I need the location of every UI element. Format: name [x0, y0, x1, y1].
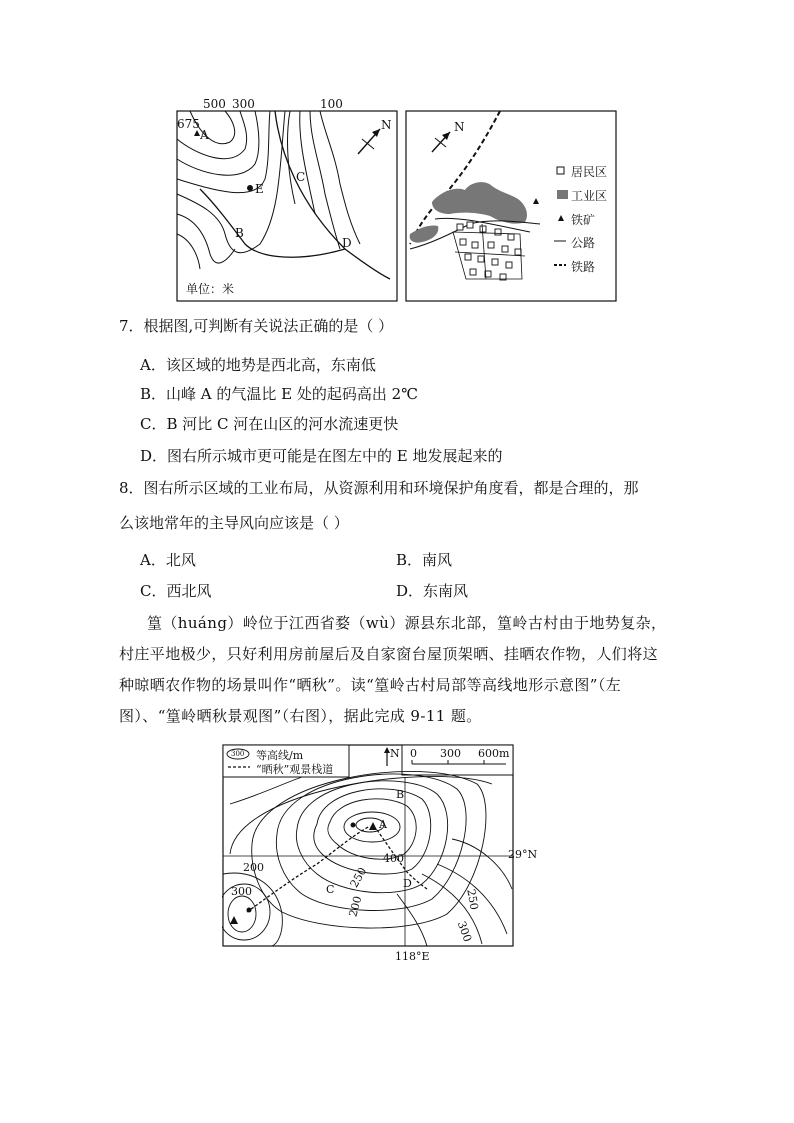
question-7-option-c: C．B 河比 C 河在山区的河水流速更快 — [140, 415, 399, 433]
industrial-area — [432, 182, 527, 224]
point-d-fig2: D — [403, 877, 412, 890]
question-8-option-a: A．北风 — [140, 551, 196, 569]
industrial-legend-icon — [557, 190, 568, 199]
question-7-option-b: B．山峰 A 的气温比 E 处的起码高出 2℃ — [140, 385, 418, 403]
north-label-fig2: N — [390, 747, 400, 760]
lon-label: 118°E — [395, 950, 430, 963]
passage-line-2: 村庄平地极少，只好利用房前屋后及自家窗台屋顶架晒、挂晒农作物，人们将这 — [119, 645, 659, 663]
passage-line-1: 篁（huáng）岭位于江西省婺（wù）源县东北部，篁岭古村由于地势复杂， — [147, 614, 667, 632]
point-b-label: B — [235, 226, 244, 240]
unit-label: 单位：米 — [186, 282, 235, 296]
legend-iron-ore: 铁矿 — [571, 213, 596, 227]
legend-railway: 铁路 — [571, 260, 596, 274]
legend-road: 公路 — [571, 236, 596, 250]
point-d-label: D — [342, 236, 352, 250]
contour-label-200-b: 200 — [346, 894, 365, 919]
contour-label-300-b: 300 — [454, 919, 475, 944]
peak-elevation-label: 675 — [177, 117, 200, 131]
north-arrow-icon-right — [432, 132, 450, 152]
point-c-fig2: C — [326, 883, 335, 896]
legend-residential: 居民区 — [571, 165, 608, 179]
iron-ore-legend-icon — [558, 215, 564, 221]
scale-label-300: 300 — [440, 747, 461, 760]
question-8-stem-line2: 么该地常年的主导风向应该是（ ） — [119, 514, 349, 532]
scale-label-0: 0 — [410, 747, 417, 760]
question-7-option-a: A．该区域的地势是西北高，东南低 — [140, 356, 376, 374]
question-8-option-b: B．南风 — [396, 551, 453, 569]
contour-label-400: 400 — [383, 852, 404, 865]
contour-label-100: 100 — [320, 97, 343, 111]
legend-trail-label: “晒秋”观景栈道 — [256, 763, 334, 776]
contour-label-500: 500 — [203, 97, 226, 111]
north-arrow-icon — [358, 129, 380, 154]
residential-blocks — [457, 222, 521, 280]
contour-map-left — [177, 111, 397, 301]
contour-label-250-b: 250 — [464, 888, 481, 911]
north-label-right: N — [454, 120, 465, 134]
contour-label-300-a: 300 — [231, 885, 252, 898]
question-7-stem: 7．根据图,可判断有关说法正确的是（ ） — [119, 317, 394, 335]
legend-industrial: 工业区 — [571, 189, 608, 203]
point-a-fig2: A — [379, 818, 387, 831]
point-c-label: C — [296, 170, 306, 184]
question-8-stem-line1: 8．图右所示区域的工业布局，从资源利用和环境保护角度看，都是合理的，那 — [119, 479, 639, 497]
point-b-fig2: B — [396, 788, 405, 801]
north-label-left: N — [381, 118, 392, 132]
contour-label-300: 300 — [232, 97, 255, 111]
point-a-label: A — [200, 128, 209, 142]
question-7-option-d: D．图右所示城市更可能是在图左中的 E 地发展起来的 — [140, 447, 503, 465]
industrial-area-west — [410, 226, 439, 243]
contour-label-250-a: 250 — [347, 865, 370, 890]
passage-line-4: 图）、“篁岭晒秋景观图”（右图），据此完成 9-11 题。 — [119, 707, 482, 725]
question-8-option-d: D．东南风 — [396, 582, 469, 600]
contour-label-200-a: 200 — [243, 861, 264, 874]
lat-label: 29°N — [508, 848, 538, 861]
legend-contour-label: 等高线/m — [256, 749, 304, 762]
figure-1 — [170, 94, 622, 304]
residential-legend-icon — [557, 167, 564, 174]
passage-line-3: 种晾晒农作物的场景叫作“晒秋”。读“篁岭古村局部等高线地形示意图”（左 — [119, 676, 622, 694]
scale-label-600: 600m — [478, 747, 510, 760]
question-8-option-c: C．西北风 — [140, 582, 212, 600]
point-e-label: E — [255, 182, 264, 196]
legend-contour-value: 300 — [231, 750, 245, 758]
